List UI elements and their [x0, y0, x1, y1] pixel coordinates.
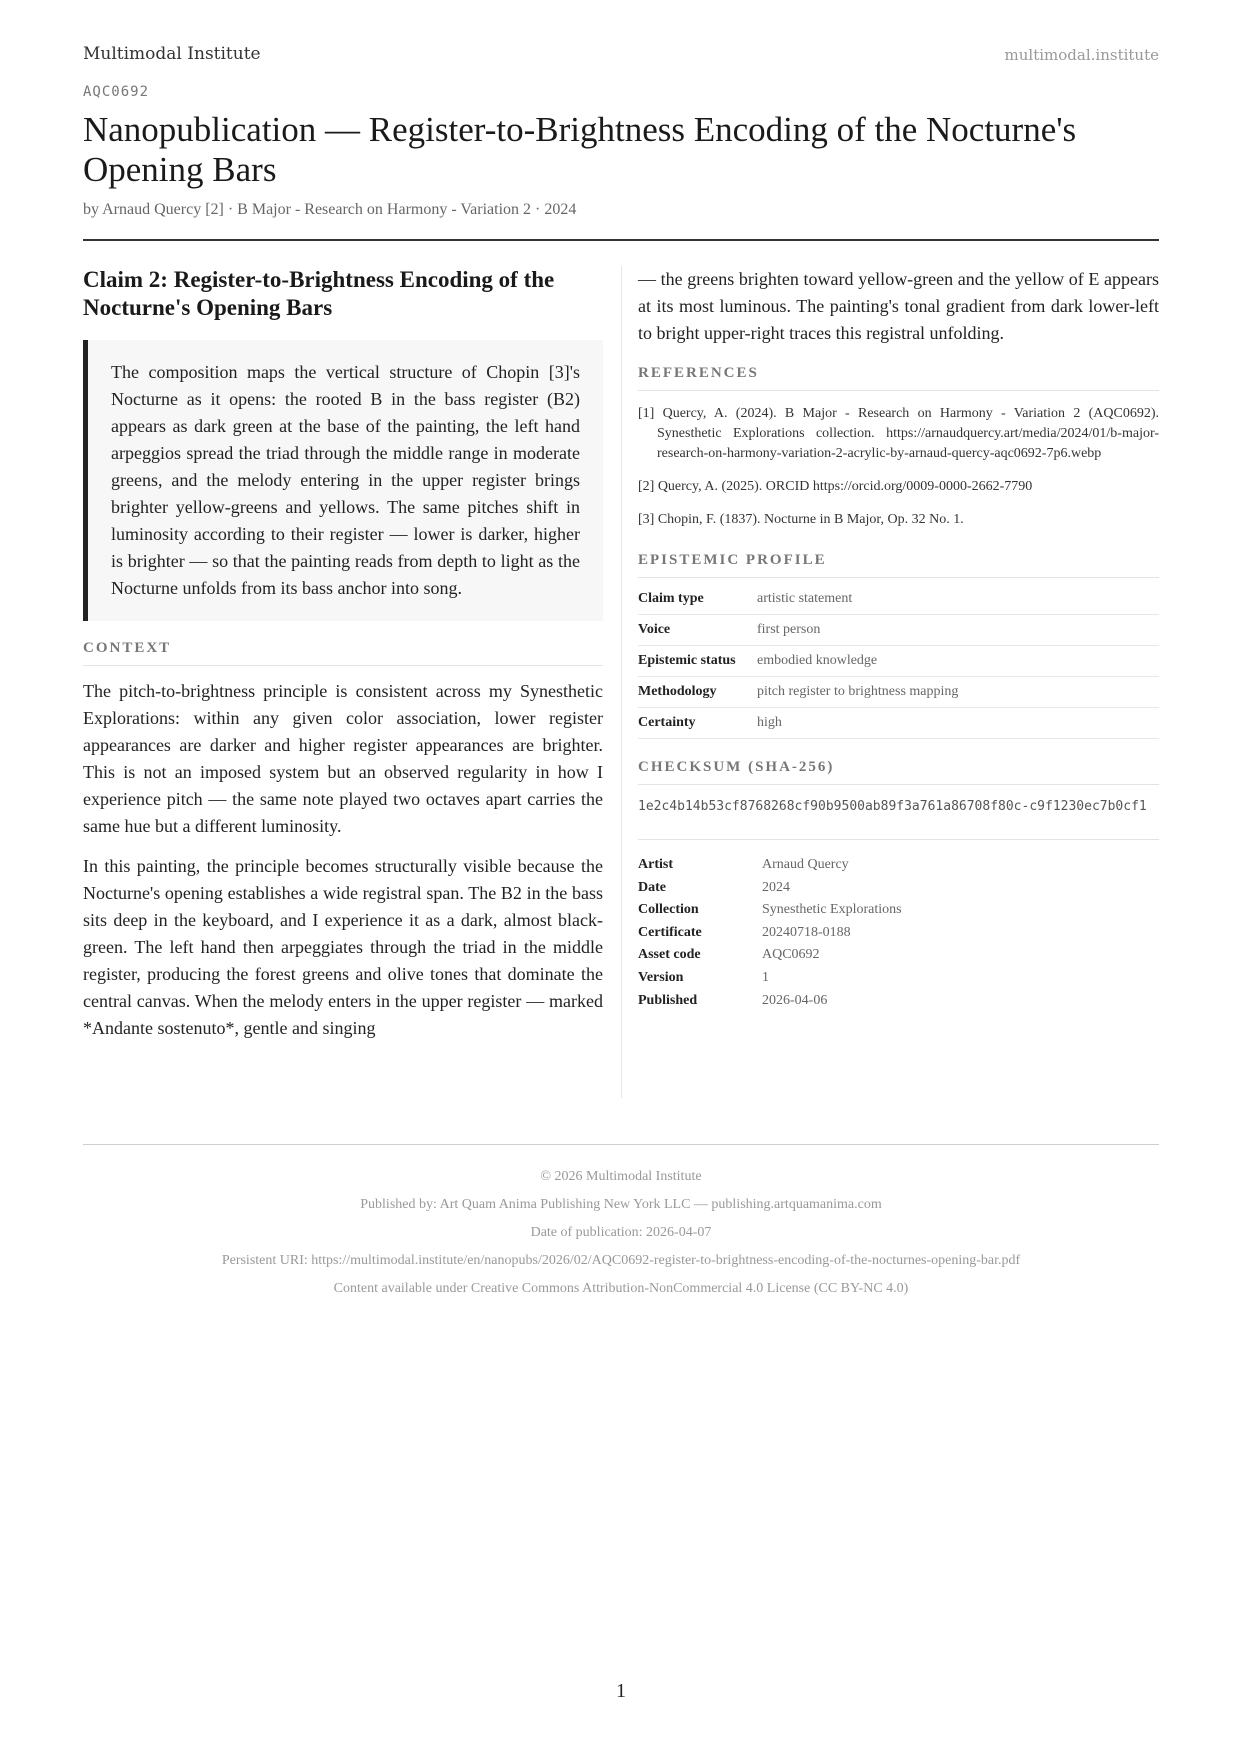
brand-name: Multimodal Institute — [83, 44, 261, 64]
claim-title: Claim 2: Register-to-Brightness Encoding of the Nocturne's Opening Bars — [83, 267, 555, 320]
table-row — [638, 615, 1159, 646]
metadata-key: Certificate — [638, 924, 702, 940]
references-heading: REFERENCES — [638, 365, 1159, 391]
footer-divider — [83, 1144, 1159, 1145]
page-number: 1 — [616, 1680, 626, 1702]
right-column — [638, 266, 1159, 1015]
metadata-row — [638, 970, 1159, 993]
context-heading: CONTEXT — [83, 640, 603, 666]
table-row — [638, 708, 1159, 739]
metadata-value: 2026-04-06 — [762, 992, 828, 1008]
metadata-row — [638, 947, 1159, 970]
page-title: Nanopublication — Register-to-Brightness Encoding of the Nocturne's Opening Bars — [83, 110, 1077, 189]
epistemic-key: Epistemic status — [638, 646, 757, 677]
asset-code: AQC0692 — [83, 84, 150, 100]
metadata-key: Artist — [638, 857, 673, 872]
table-row — [638, 646, 1159, 677]
metadata-list — [638, 857, 1159, 1015]
claim-statement: The composition maps the vertical structure of Chopin [3]'s Nocturne as it opens: the rooted B in the bass register (B2) appears as dark green at the base of the painting, the left hand arpeggios spread the triad through the middle range in moderate greens, and the melody entering in the upper register brings brighter yellow-greens and yellows. The same pitches shift in luminosity according to their register — lower is darker, higher is brighter — so that the painting reads from depth to light as the Nocturne unfolds from its bass anchor into song. — [83, 340, 603, 621]
epistemic-value: embodied knowledge — [757, 646, 1159, 677]
column-divider — [621, 266, 622, 1098]
context-paragraph: The pitch-to-brightness principle is consistent across my Synesthetic Explorations: within any given color association, lower register appearances are darker and higher register appearances are brighter. This is not an imposed system but an observed regularity in how I experience pitch — the same note played two octaves apart carries the same hue but a different luminosity. — [83, 681, 603, 836]
footer-copyright: © 2026 Multimodal Institute — [540, 1169, 702, 1184]
epistemic-key: Voice — [638, 615, 757, 646]
metadata-key: Date — [638, 879, 666, 895]
epistemic-value: pitch register to brightness mapping — [757, 677, 1159, 708]
metadata-row — [638, 902, 1159, 925]
checksum-value: 1e2c4b14b53cf8768268cf90b9500ab89f3a761a86708f80c-c9f1230ec7b0cf1 — [638, 797, 1159, 840]
footer-persistent-uri: Persistent URI: https://multimodal.institute/en/nanopubs/2026/02/AQC0692-register-to-brightness-encoding-of-the-nocturnes-opening-bar.pdf — [221, 1253, 1021, 1268]
metadata-row — [638, 857, 1159, 880]
table-row — [638, 584, 1159, 615]
table-row — [638, 677, 1159, 708]
reference-item: [2] Quercy, A. (2025). ORCID https://orcid.org/0009-0000-2662-7790 — [638, 479, 1033, 494]
epistemic-key: Methodology — [638, 677, 757, 708]
header-divider — [83, 239, 1159, 241]
epistemic-heading: EPISTEMIC PROFILE — [638, 552, 1159, 578]
reference-item: [3] Chopin, F. (1837). Nocturne in B Major, Op. 32 No. 1. — [638, 512, 964, 527]
site-domain: multimodal.institute — [1004, 46, 1159, 64]
metadata-value: 20240718-0188 — [762, 924, 851, 940]
byline: by Arnaud Quercy [2] · B Major - Research on Harmony - Variation 2 · 2024 — [83, 201, 577, 218]
checksum-heading: CHECKSUM (SHA-256) — [638, 759, 1159, 785]
metadata-row — [638, 925, 1159, 948]
epistemic-value: artistic statement — [757, 584, 1159, 615]
footer-publication-date: Date of publication: 2026-04-07 — [530, 1225, 712, 1240]
context-paragraph: In this painting, the principle becomes structurally visible because the Nocturne's opening establishes a wide registral span. The B2 in the bass sits deep in the keyboard, and I experience it as a dark, almost black-green. The left hand then arpeggiates through the triad in the middle register, producing the forest greens and olive tones that dominate the central canvas. When the melody enters in the upper register — marked *Andante sostenuto*, gentle and singing — [83, 856, 603, 1038]
footer-publisher: Published by: Art Quam Anima Publishing New York LLC — publishing.artquamanima.com — [360, 1197, 882, 1212]
metadata-value: Arnaud Quercy — [762, 857, 849, 872]
footer-license: Content available under Creative Commons Attribution-NonCommercial 4.0 License (CC BY-NC 4.0) — [333, 1281, 909, 1296]
metadata-row — [638, 993, 1159, 1016]
top-bar — [83, 44, 1159, 68]
epistemic-value: first person — [757, 615, 1159, 646]
metadata-row — [638, 880, 1159, 903]
reference-item: [1] Quercy, A. (2024). B Major - Research on Harmony - Variation 2 (AQC0692). Synesthetic Explorations collection. https://arnaudquercy.art/media/2024/01/b-major-research-on-harmony-variation-2-acrylic-by-arnaud-quercy-aqc0692-7p6.webp — [638, 406, 1159, 461]
metadata-key: Asset code — [638, 947, 701, 963]
epistemic-table — [638, 584, 1159, 739]
metadata-key: Version — [638, 969, 684, 985]
footer — [83, 1163, 1159, 1303]
metadata-key: Published — [638, 992, 698, 1008]
metadata-value: AQC0692 — [762, 947, 820, 963]
left-column — [83, 266, 603, 1042]
metadata-key: Collection — [638, 902, 699, 918]
epistemic-key: Certainty — [638, 708, 757, 739]
metadata-value: Synesthetic Explorations — [762, 902, 902, 918]
epistemic-key: Claim type — [638, 584, 757, 615]
metadata-value: 2024 — [762, 879, 790, 895]
context-continuation: — the greens brighten toward yellow-green and the yellow of E appears at its most luminous. The painting's tonal gradient from dark lower-left to bright upper-right traces this registral unfolding. — [638, 269, 1159, 343]
metadata-value: 1 — [762, 969, 769, 985]
epistemic-value: high — [757, 708, 1159, 739]
